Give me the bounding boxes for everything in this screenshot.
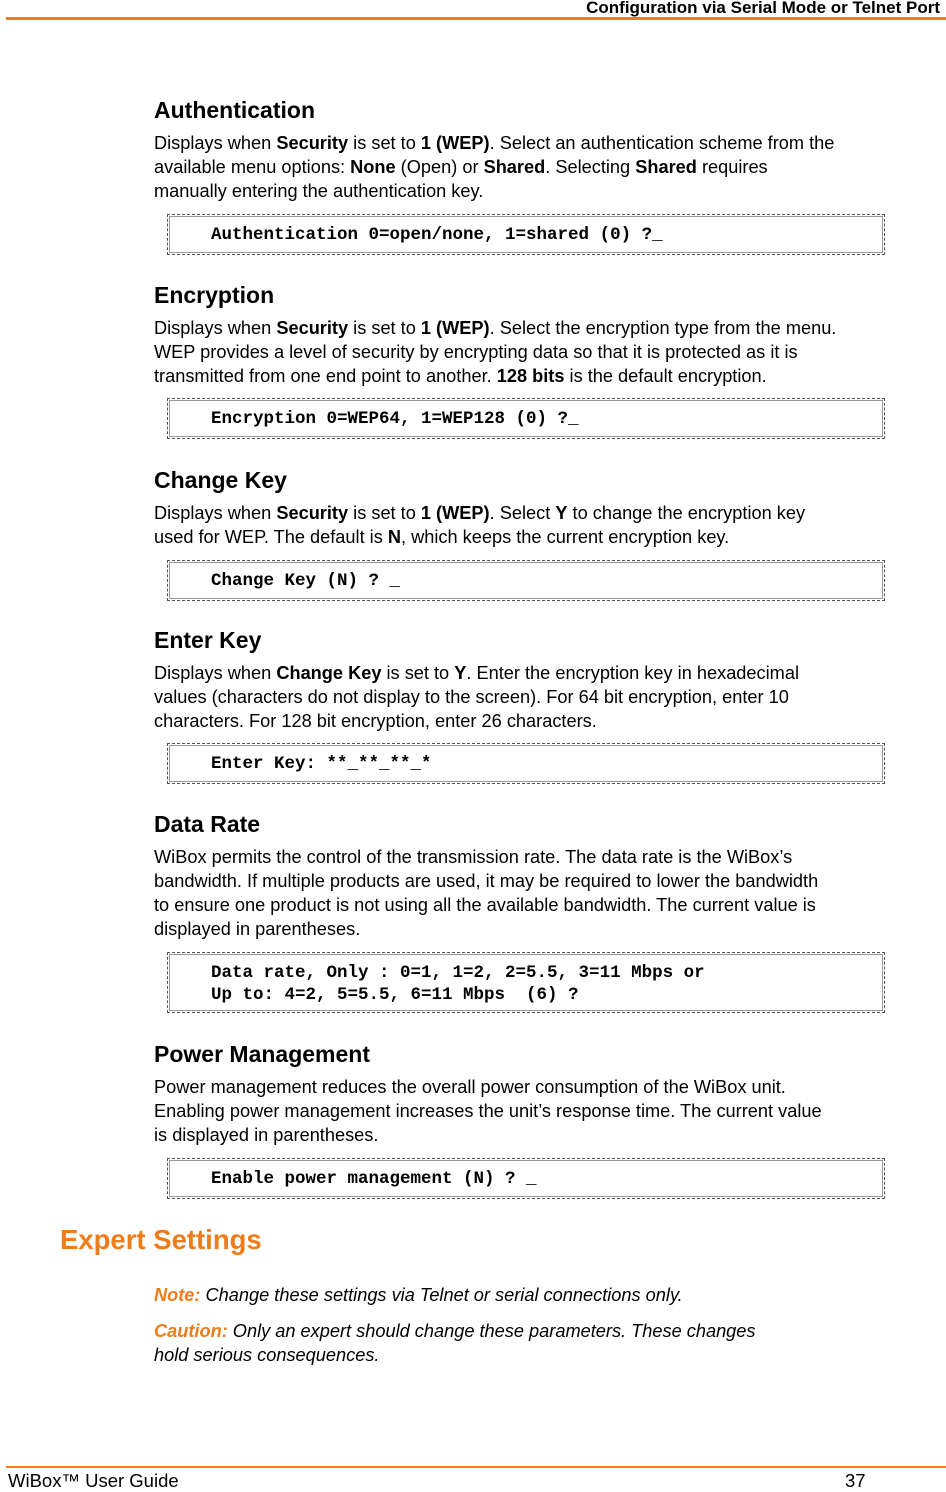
power-line-1: Power management reduces the overall power consumption of the WiBox unit. <box>154 1077 786 1097</box>
note-line: Note: Change these settings via Telnet or serial connections only. <box>154 1285 683 1305</box>
enc-line-3: transmitted from one end point to another. 128 bits is the default encryption. <box>154 366 767 386</box>
code-line: Data rate, Only : 0=1, 1=2, 2=5.5, 3=11 Mbps or <box>211 963 705 983</box>
heading-power-management: Power Management <box>154 1041 370 1067</box>
datarate-line-2: bandwidth. If multiple products are used, it may be required to lower the bandwidth <box>154 871 819 891</box>
auth-line-1: Displays when Security is set to 1 (WEP). Select an authentication scheme from the <box>154 133 835 153</box>
footer-guide-title: WiBox™ User Guide <box>8 1470 179 1491</box>
heading-authentication: Authentication <box>154 97 315 123</box>
code-box-authentication: Authentication 0=open/none, 1=shared (0) ?_ <box>167 214 885 255</box>
code-box-enter-key: Enter Key: **_**_**_* <box>167 743 885 784</box>
auth-line-2: available menu options: None (Open) or Shared. Selecting Shared requires <box>154 157 768 177</box>
code-box-data-rate <box>167 952 885 1013</box>
code-line: Up to: 4=2, 5=5.5, 6=11 Mbps (6) ? <box>211 985 579 1005</box>
code-box-change-key: Change Key (N) ? _ <box>167 560 885 601</box>
code-box-power-management: Enable power management (N) ? _ <box>167 1158 885 1199</box>
changekey-line-2: used for WEP. The default is N, which keeps the current encryption key. <box>154 527 730 547</box>
heading-change-key: Change Key <box>154 467 287 493</box>
page-number: 37 <box>845 1470 866 1491</box>
enc-line-2: WEP provides a level of security by encrypting data so that it is protected as it is <box>154 342 798 362</box>
caution-label: Caution: <box>154 1321 228 1341</box>
power-line-3: is displayed in parentheses. <box>154 1125 379 1145</box>
heading-expert-settings: Expert Settings <box>60 1224 262 1255</box>
changekey-line-1: Displays when Security is set to 1 (WEP). Select Y to change the encryption key <box>154 503 806 523</box>
running-header: Configuration via Serial Mode or Telnet Port <box>586 0 940 17</box>
code-box-encryption: Encryption 0=WEP64, 1=WEP128 (0) ?_ <box>167 398 885 439</box>
power-line-2: Enabling power management increases the unit’s response time. The current value <box>154 1101 822 1121</box>
datarate-line-3: to ensure one product is not using all the available bandwidth. The current value is <box>154 895 816 915</box>
datarate-line-4: displayed in parentheses. <box>154 919 361 939</box>
enc-line-1: Displays when Security is set to 1 (WEP). Select the encryption type from the menu. <box>154 318 837 338</box>
caution-line-1: Caution: Only an expert should change these parameters. These changes <box>154 1321 756 1341</box>
heading-data-rate: Data Rate <box>154 811 261 837</box>
header-rule <box>6 17 946 20</box>
auth-line-3: manually entering the authentication key. <box>154 181 484 201</box>
enterkey-line-1: Displays when Change Key is set to Y. Enter the encryption key in hexadecimal <box>154 663 799 683</box>
footer-rule <box>6 1466 946 1468</box>
enterkey-line-3: characters. For 128 bit encryption, enter 26 characters. <box>154 711 597 731</box>
caution-line-2: hold serious consequences. <box>154 1345 380 1365</box>
heading-enter-key: Enter Key <box>154 627 262 653</box>
heading-encryption: Encryption <box>154 282 275 308</box>
datarate-line-1: WiBox permits the control of the transmission rate. The data rate is the WiBox’s <box>154 847 793 867</box>
note-label: Note: <box>154 1285 201 1305</box>
enterkey-line-2: values (characters do not display to the screen). For 64 bit encryption, enter 10 <box>154 687 789 707</box>
